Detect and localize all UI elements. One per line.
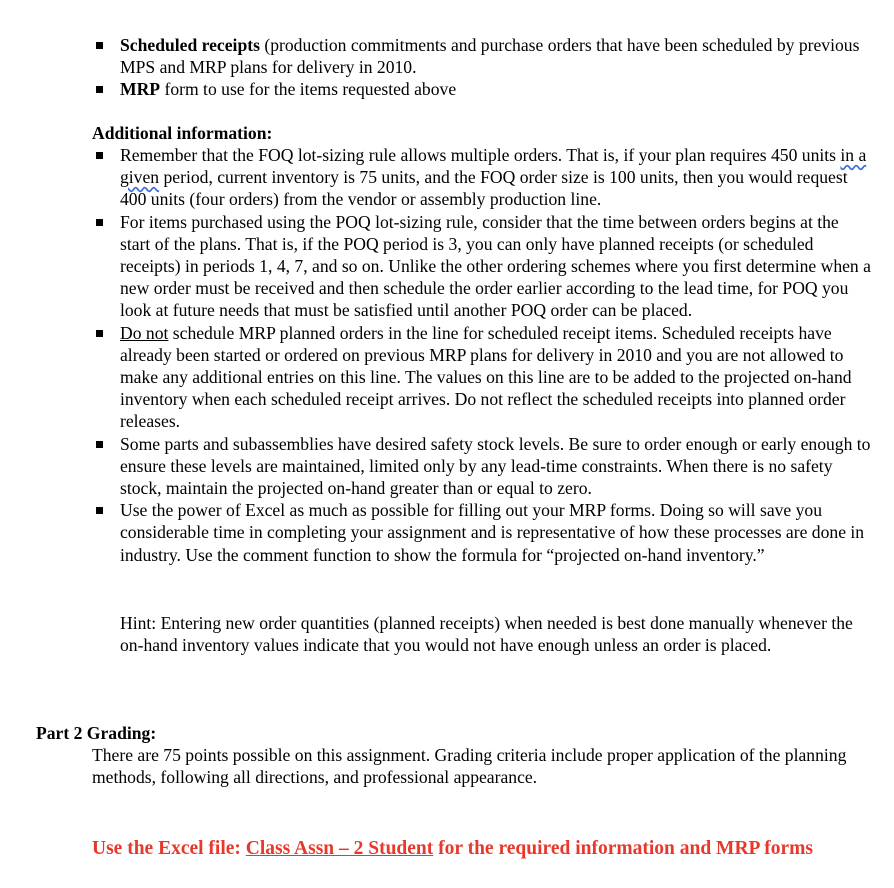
bullet-text: form to use for the items requested above — [160, 79, 457, 100]
excel-file-note — [92, 836, 852, 862]
bullet-text: Use the power of Excel as much as possible for filling out your MRP forms. Doing so will save you considerable time in completing your assignment and is representative of how these processes are done in industry. Use the comment function to show the formula for “projected on-hand inventory.” — [120, 500, 865, 565]
bullet-scheduled-receipt-line — [92, 322, 872, 433]
bullet-bold-term: MRP — [120, 79, 161, 100]
additional-info-heading: Additional information: — [92, 123, 273, 143]
additional-info-list — [92, 144, 872, 566]
bullet-text: schedule MRP planned orders in the line for scheduled receipt items. Scheduled receipts have already been started or ordered on previous MRP plans for delivery in 2010 and you are not allowed to make any additional entries on this line. The values on this line are to be added to the projected on-hand inventory when each scheduled receipt arrives. Do not reflect the scheduled receipts into planned order releases. — [120, 322, 852, 432]
bullet-mrp-form — [92, 78, 882, 100]
bullet-scheduled-receipts — [92, 34, 882, 78]
top-bullet-list — [92, 34, 882, 101]
note-suffix: for the required information and MRP forms — [433, 838, 813, 859]
part2-body: There are 75 points possible on this assignment. Grading criteria include proper application of the planning methods, following all directions, and professional appearance. — [92, 745, 847, 788]
bullet-foq-rule — [92, 144, 872, 211]
bullet-bold-term: Scheduled receipts — [120, 35, 260, 55]
hint-paragraph: Hint: Entering new order quantities (planned receipts) when needed is best done manually whenever the on-hand inventory values indicate that you would not have enough unless an order is placed. — [120, 613, 853, 656]
bullet-text: (production commitments and purchase orders that have been scheduled by previous MPS and MRP plans for delivery in 2010. — [120, 35, 860, 78]
note-prefix: Use the Excel file: — [92, 838, 246, 859]
bullet-poq-rule — [92, 211, 872, 322]
underlined-text: Do not — [120, 322, 169, 343]
part2-heading: Part 2 Grading: — [36, 723, 157, 743]
bullet-excel-usage — [92, 499, 872, 566]
bullet-text: Some parts and subassemblies have desired safety stock levels. Be sure to order enough or early enough to ensure these levels are maintained, limited only by any lead-time constraints. When there is no safety stock, maintain the projected on-hand greater than or equal to zero. — [120, 433, 871, 499]
bullet-text: period, current inventory is 75 units, and the FOQ order size is 100 units, then you would request 400 units (four orders) from the vendor or assembly production line. — [120, 167, 848, 210]
bullet-text: Remember that the FOQ lot-sizing rule allows multiple orders. That is, if your plan requires 450 units — [120, 145, 841, 165]
excel-file-link[interactable]: Class Assn – 2 Student — [245, 838, 434, 859]
bullet-text: For items purchased using the POQ lot-sizing rule, consider that the time between orders begins at the start of the plans. That is, if the POQ period is 3, you can only have planned receipts (or scheduled receipts) in periods 1, 4, 7, and so on. Unlike the other ordering schemes where you first determine when a new order must be received and then schedule the order earlier according to the lead time, for POQ you look at future needs that must be satisfied until another POQ order can be placed. — [120, 211, 871, 321]
bullet-safety-stock — [92, 433, 872, 500]
spellcheck-flagged-text[interactable]: in a given — [120, 145, 867, 188]
